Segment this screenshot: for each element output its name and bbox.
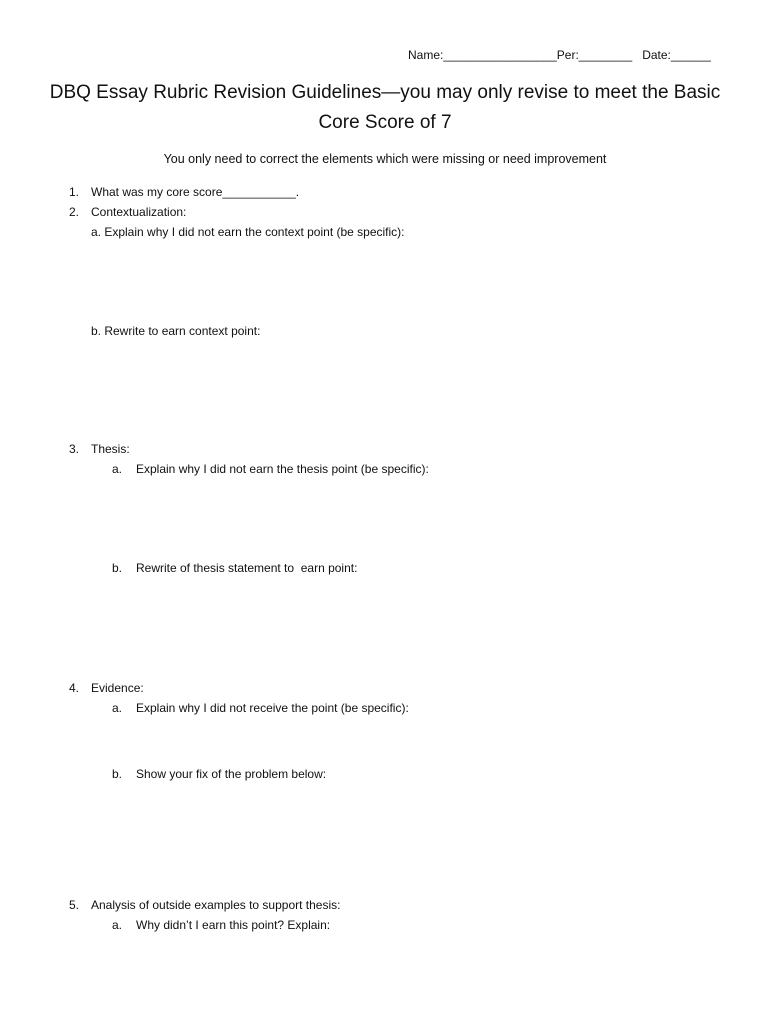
item-3b-letter: b.: [111, 561, 122, 575]
page-title-line-2: Core Score of 7: [318, 112, 452, 133]
instructions-text: You only need to correct the elements which were missing or need improvement: [163, 152, 607, 166]
item-1-number: 1.: [68, 185, 79, 199]
item-1-text: What was my core score___________.: [91, 185, 300, 199]
item-3-text: Thesis:: [91, 442, 130, 456]
student-info-line: Name:_________________Per:________ Date:______: [408, 48, 711, 62]
item-2-number: 2.: [68, 205, 79, 219]
item-2-text: Contextualization:: [91, 205, 187, 219]
item-3-number: 3.: [68, 442, 79, 456]
item-5-text: Analysis of outside examples to support thesis:: [91, 898, 341, 912]
item-4b-letter: b.: [111, 767, 122, 781]
item-4a-text: Explain why I did not receive the point (be specific):: [136, 701, 409, 715]
item-2a-text: a. Explain why I did not earn the context point (be specific):: [91, 225, 405, 239]
item-4-number: 4.: [68, 681, 79, 695]
item-5-number: 5.: [68, 898, 79, 912]
page-title-line-1: DBQ Essay Rubric Revision Guidelines—you may only revise to meet the Basic: [49, 82, 721, 103]
item-3a-letter: a.: [111, 462, 122, 476]
item-5a-letter: a.: [111, 918, 122, 932]
item-4a-letter: a.: [111, 701, 122, 715]
item-4b-text: Show your fix of the problem below:: [136, 767, 327, 781]
item-4-text: Evidence:: [91, 681, 144, 695]
item-2b-text: b. Rewrite to earn context point:: [91, 324, 261, 338]
item-3b-text: Rewrite of thesis statement to earn point:: [136, 561, 358, 575]
item-3a-text: Explain why I did not earn the thesis point (be specific):: [136, 462, 429, 476]
item-5a-text: Why didn’t I earn this point? Explain:: [136, 918, 331, 932]
